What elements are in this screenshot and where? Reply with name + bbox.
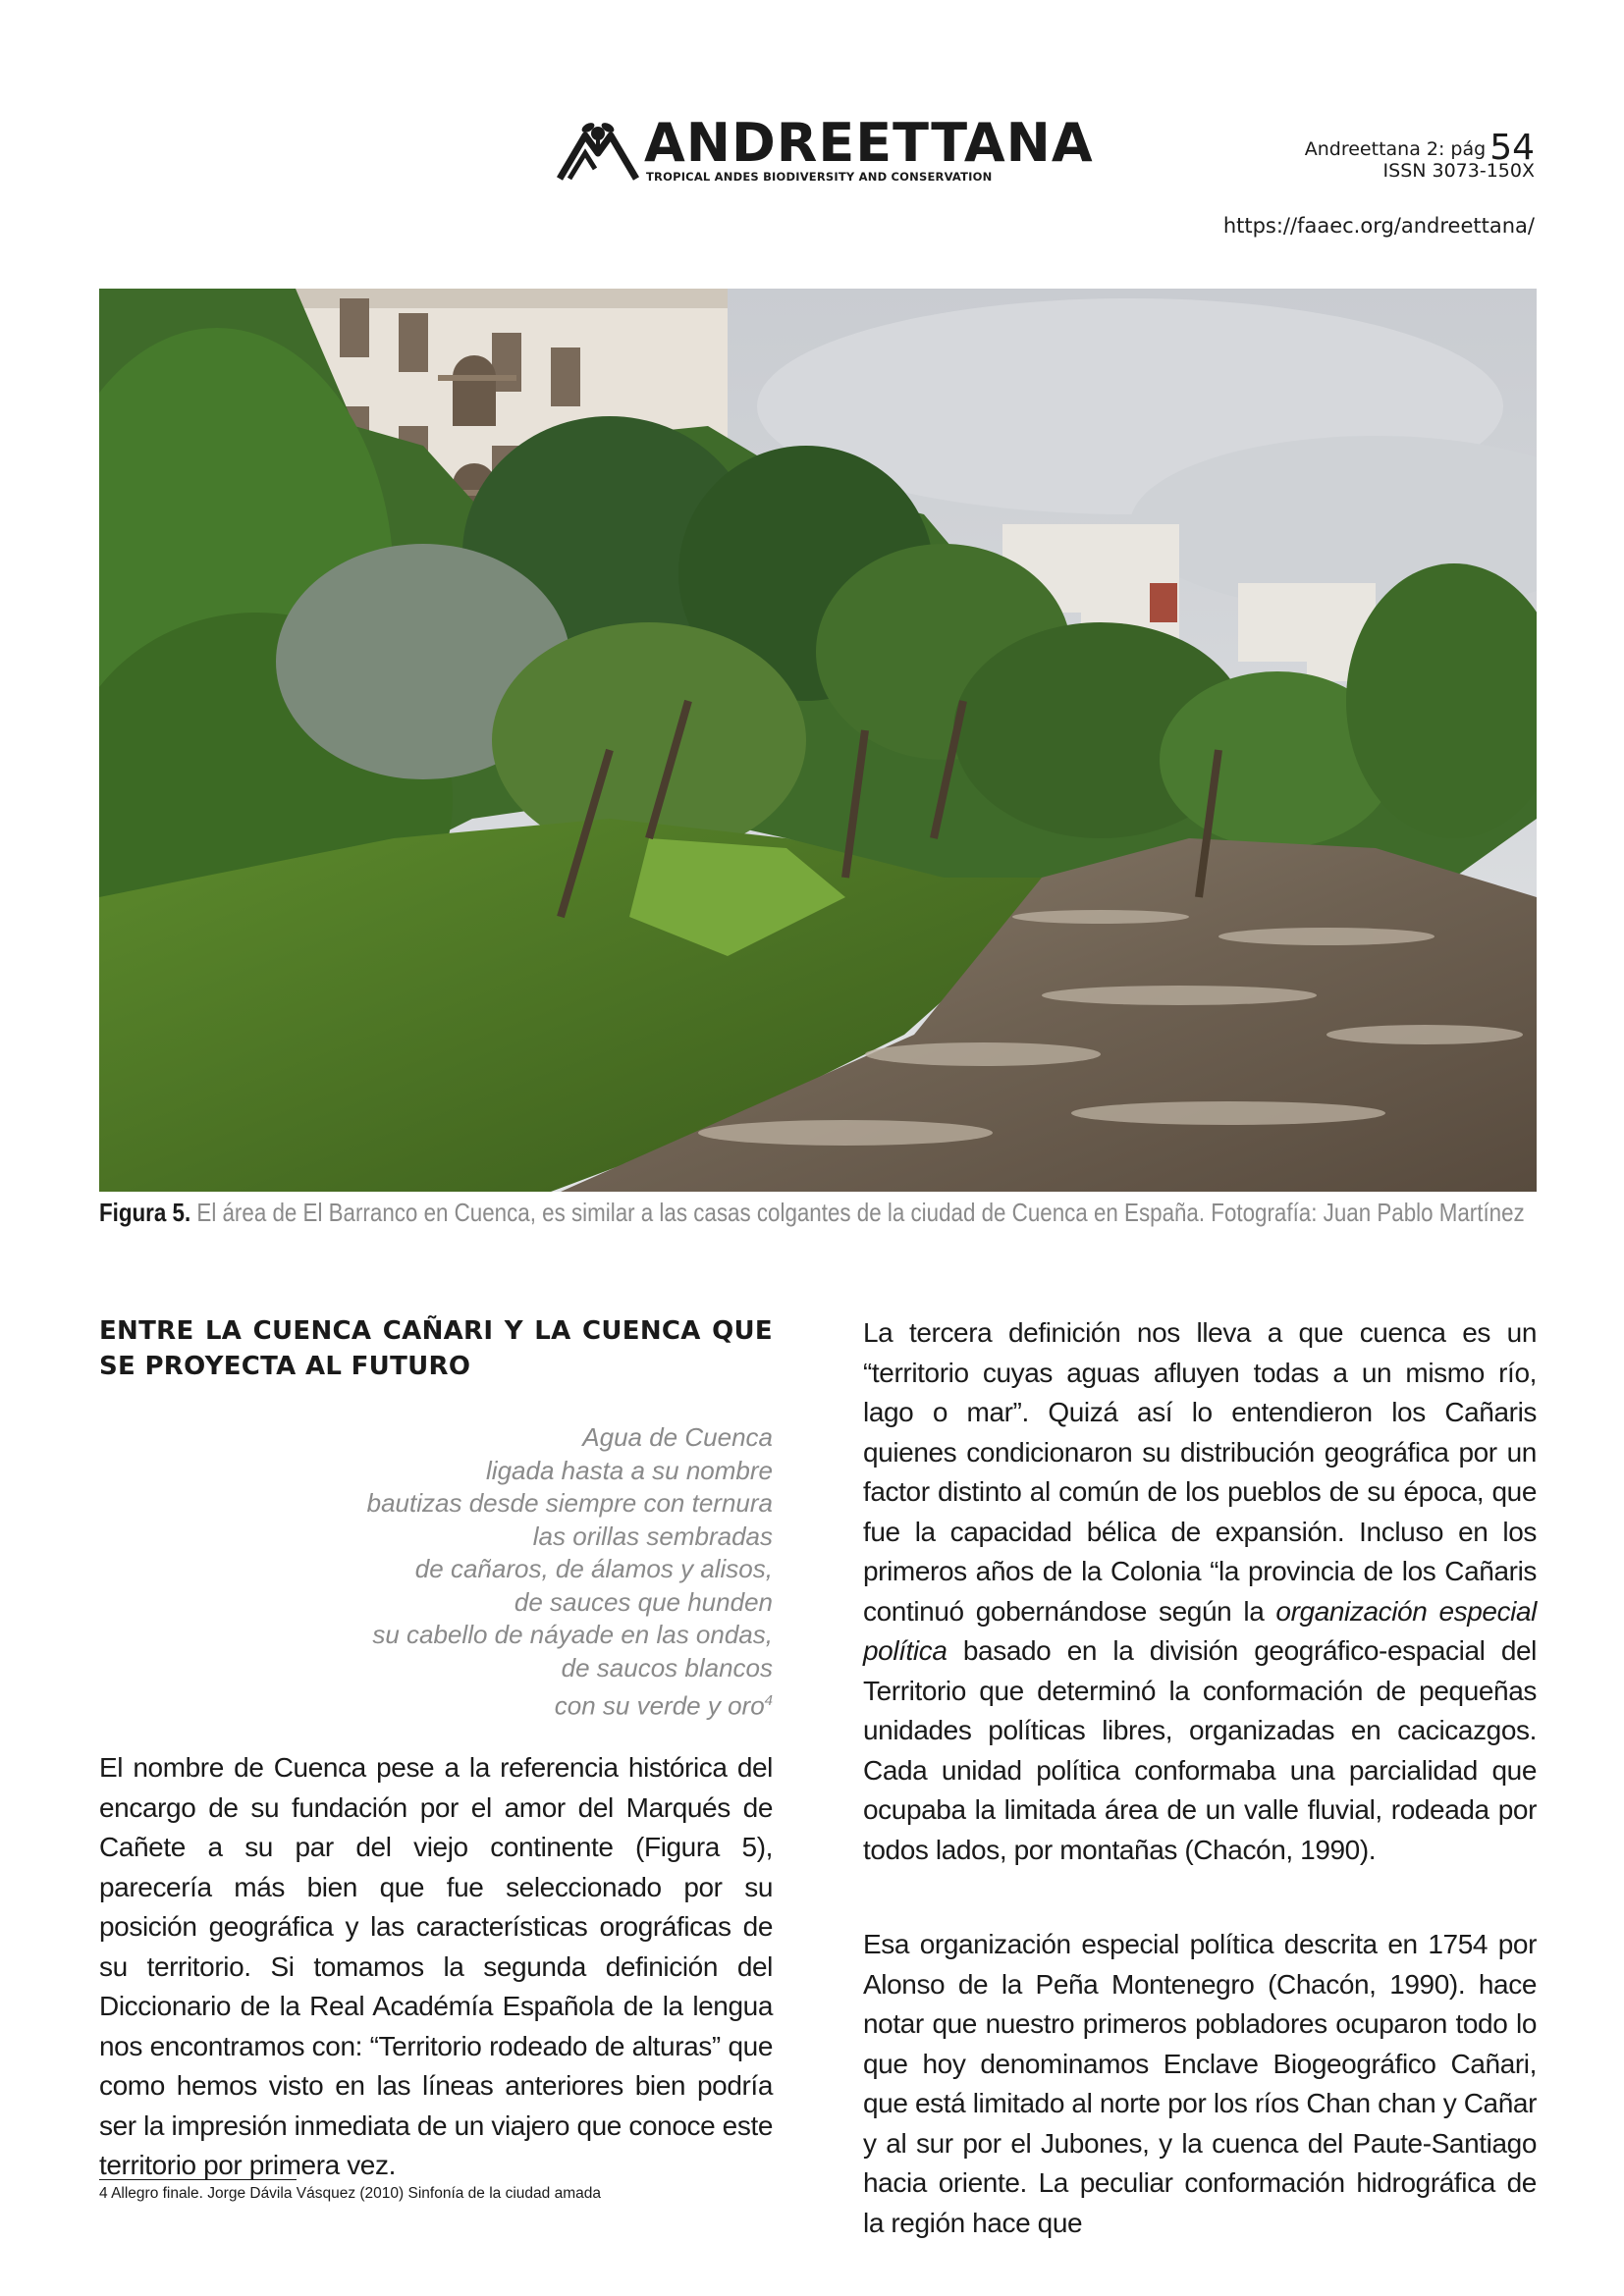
italic-term: organización especial política xyxy=(863,1595,1537,1666)
figure-photo xyxy=(99,289,1537,1192)
figure-label: Figura 5. xyxy=(99,1198,191,1227)
poem-line: bautizas desde siempre con ternura xyxy=(366,1488,773,1518)
footnote-text: 4 Allegro finale. Jorge Dávila Vásquez (2010) Sinfonía de la ciudad amada xyxy=(99,2185,601,2202)
poem-line: con su verde y oro xyxy=(554,1690,765,1721)
journal-logo xyxy=(556,112,1094,192)
page-number: 54 xyxy=(1489,128,1535,168)
left-paragraph: El nombre de Cuenca pese a la referencia histórica del encargo de su fundación por el amor del Marqués de Cañete a su par del viejo continente (Figura 5), parecería más bien que fue seleccionado por su posición geográfica y las características orográficas de su territorio. Si tomamos la segunda definición del Diccionario de la Real Académía Española de la lengua nos encontramos con: “Territorio rodeado de alturas” que como hemos visto en las líneas anteriores bien podría ser la impresión inmediata de un viajero que conoce este territorio por primera vez. xyxy=(99,1752,773,2181)
journal-url-link[interactable]: https://faaec.org/andreettana/ xyxy=(1222,214,1535,238)
footnote-reference[interactable]: 4 xyxy=(764,1692,773,1709)
issue-info xyxy=(1304,128,1535,182)
right-paragraph-1-part-a: La tercera definición nos lleva a que cuenca es un “territorio cuyas aguas afluyen todas a un mismo río, lago o mar”. Quizá así lo entendieron los Cañaris quienes condicionaron su distribución geográfica por un factor distinto al común de los pueblos de su época, que fue la capacidad bélica de expansión. Incluso en los primeros años de la Colonia “la provincia de los Cañaris continuó gobernándose según la xyxy=(863,1317,1537,1627)
figure-caption xyxy=(99,1198,1535,1227)
footnote-rule xyxy=(99,2179,297,2180)
right-paragraph-1-part-b: basado en la división geográfico-espacial del Territorio que determinó la conformación de pequeñas unidades políticas libres, organizadas en cacicazgos. Cada unidad política conformaba una parcialidad que ocupaba la limitada área de un valle fluvial, rodeada por todos lados, por montañas (Chacón, 1990). xyxy=(863,1635,1537,1865)
journal-subtitle: TROPICAL ANDES BIODIVERSITY AND CONSERVATION xyxy=(646,170,993,184)
poem-line: las orillas sembradas xyxy=(532,1521,773,1551)
mountain-flower-logo-icon xyxy=(556,114,640,192)
figure-caption-text: El área de El Barranco en Cuenca, es similar a las casas colgantes de la ciudad de Cuenca en España. Fotografía: Juan Pablo Martínez xyxy=(190,1198,1525,1227)
section-heading: ENTRE LA CUENCA CAÑARI Y LA CUENCA QUE SE PROYECTA AL FUTURO xyxy=(99,1316,773,1381)
issue-label: Andreettana 2: pág xyxy=(1304,138,1487,160)
left-column xyxy=(99,1313,773,2186)
issn: ISSN 3073-150X xyxy=(1382,160,1535,182)
right-paragraph-1 xyxy=(863,1313,1537,1870)
poem-line: de cañaros, de álamos y alisos, xyxy=(414,1554,773,1583)
poem-line: Agua de Cuenca xyxy=(582,1422,773,1452)
right-column xyxy=(863,1313,1537,2243)
poem-line: ligada hasta a su nombre xyxy=(486,1455,773,1485)
epigraph-poem xyxy=(99,1421,773,1723)
journal-title: ANDREETTANA xyxy=(644,112,1094,174)
poem-line: de saucos blancos xyxy=(561,1652,773,1682)
barranco-river-photo xyxy=(99,289,1537,1192)
poem-line: su cabello de náyade en las ondas, xyxy=(372,1620,773,1649)
footnote xyxy=(99,2179,773,2204)
poem-line: de sauces que hunden xyxy=(514,1586,773,1617)
right-paragraph-2: Esa organización especial política descrita en 1754 por Alonso de la Peña Montenegro (Chacón, 1990). hace notar que nuestro primeros pobladores ocuparon todo lo que hoy denominamos Enclave Biogeográfico Cañari, que está limitado al norte por los ríos Chan chan y Cañar y al sur por el Jubones, y la cuenca del Paute-Santiago hacia oriente. La peculiar conformación hidrográfica de la región hace que xyxy=(863,1929,1537,2238)
poem-last-line xyxy=(99,1684,773,1723)
